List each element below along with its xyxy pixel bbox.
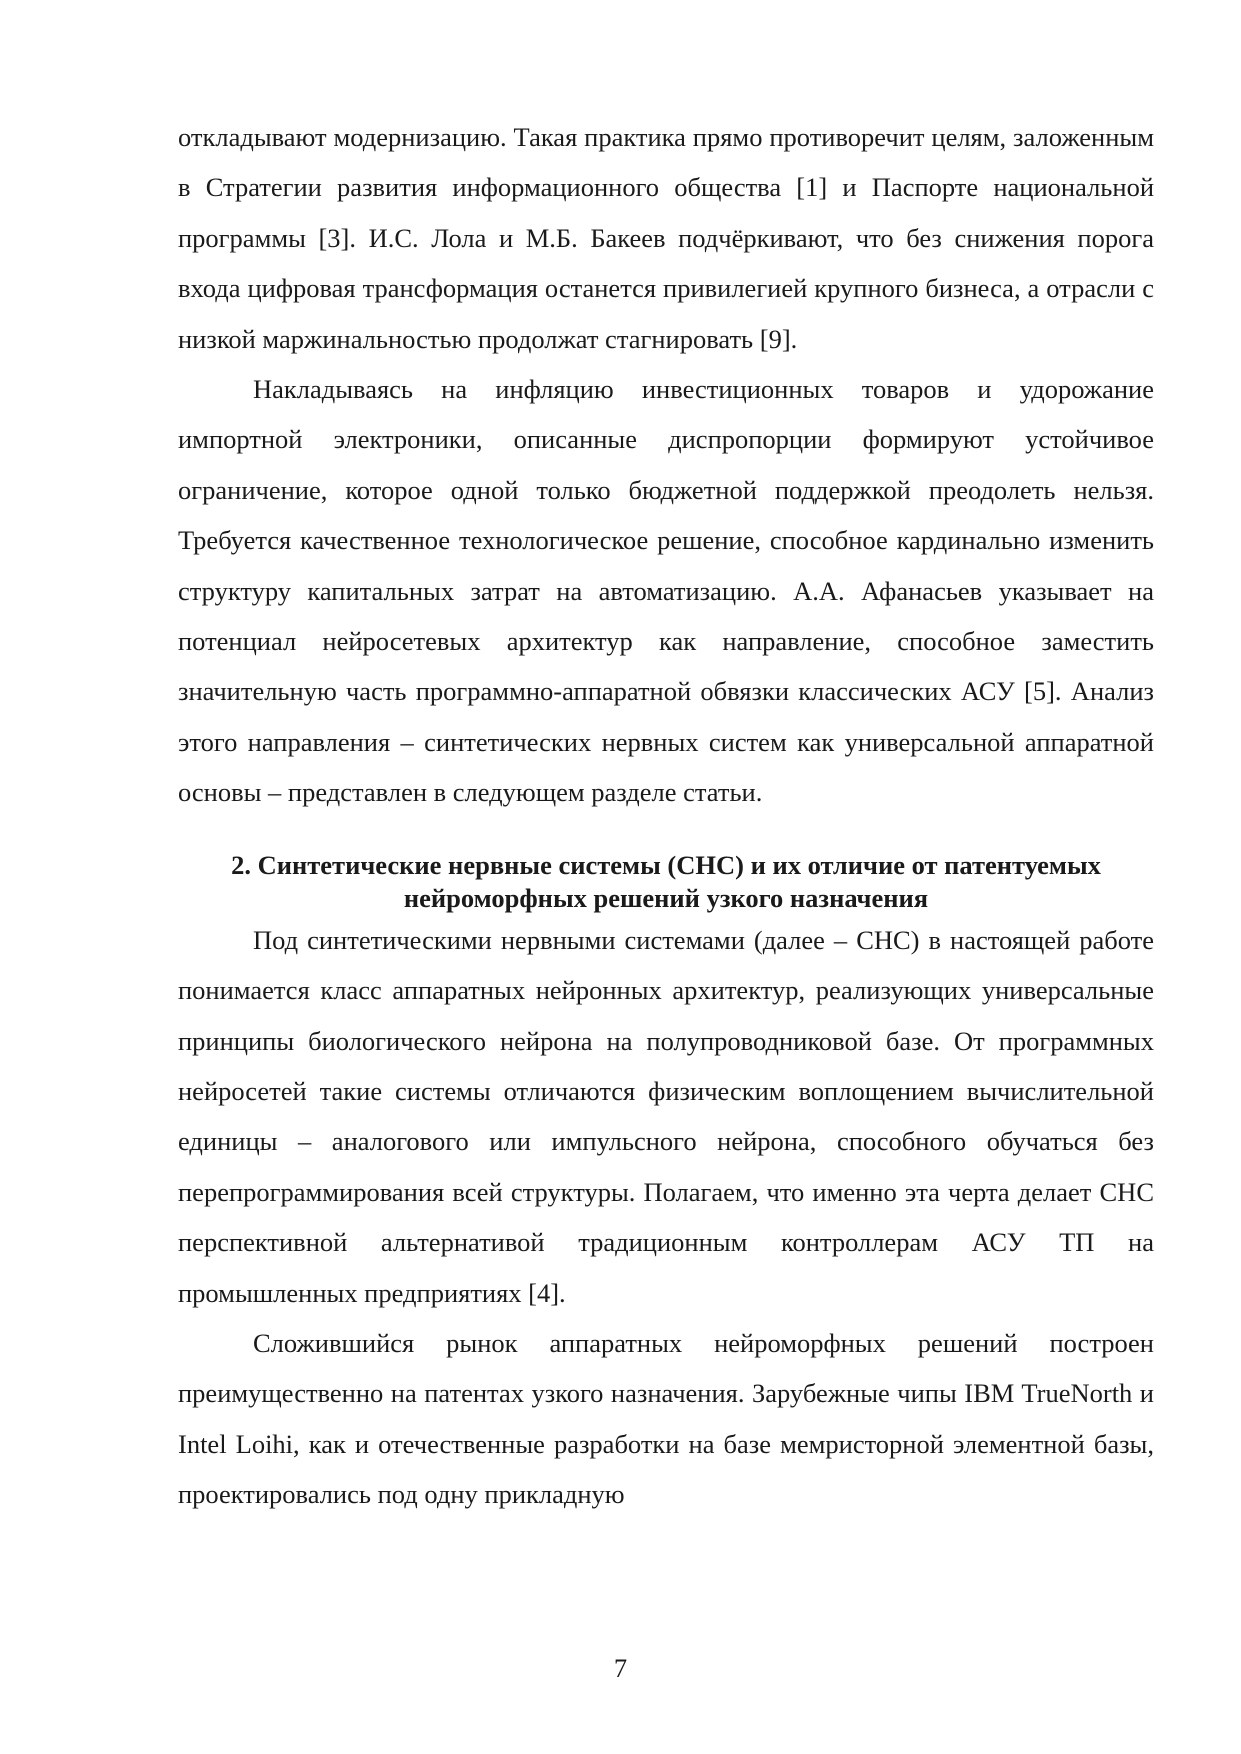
page-body: [178, 112, 1154, 1520]
paragraph-modernization: откладывают модернизацию. Такая практика прямо противоречит целям, заложенным в Стратегии развития информационного общества [1] и Паспорте национальной программы [3]. И.С. Лола и М.Б. Бакеев подчёркивают, что без снижения порога входа цифровая трансформация останется привилегией крупного бизнеса, а отрасли с низкой маржинальностью продолжат стагнировать [9].: [178, 122, 1154, 354]
paragraph-sns-definition: Под синтетическими нервными системами (далее – СНС) в настоящей работе понимается класс аппаратных нейронных архитектур, реализующих универсальные принципы биологического нейрона на полупроводниковой базе. От программных нейросетей такие системы отличаются физическим воплощением вычислительной единицы – аналогового или импульсного нейрона, способного обучаться без перепрограммирования всей структуры. Полагаем, что именно эта черта делает СНС перспективной альтернативой традиционным контроллерам АСУ ТП на промышленных предприятиях [4].: [178, 924, 1154, 1308]
page-number: 7: [613, 1653, 628, 1683]
paragraph-neuromorphic-market: Сложившийся рынок аппаратных нейроморфных решений построен преимущественно на патентах узкого назначения. Зарубежные чипы IBM TrueNorth и Intel Loihi, как и отечественные разработки на базе мемристорной элементной базы, проектировались под одну прикладную: [178, 1327, 1154, 1510]
paragraph-inflation: Накладываясь на инфляцию инвестиционных товаров и удорожание импортной электроники, описанные диспропорции формируют устойчивое ограничение, которое одной только бюджетной поддержкой преодолеть нельзя. Требуется качественное технологическое решение, способное кардинально изменить структуру капитальных затрат на автоматизацию. А.А. Афанасьев указывает на потенциал нейросетевых архитектур как направление, способное заместить значительную часть программно-аппаратной обвязки классических АСУ [5]. Анализ этого направления – синтетических нервных систем как универсальной аппаратной основы – представлен в следующем разделе статьи.: [178, 374, 1154, 808]
section-heading: 2. Синтетические нервные системы (СНС) и их отличие от патентуемых нейроморфных решений узкого назначения: [231, 849, 1101, 913]
